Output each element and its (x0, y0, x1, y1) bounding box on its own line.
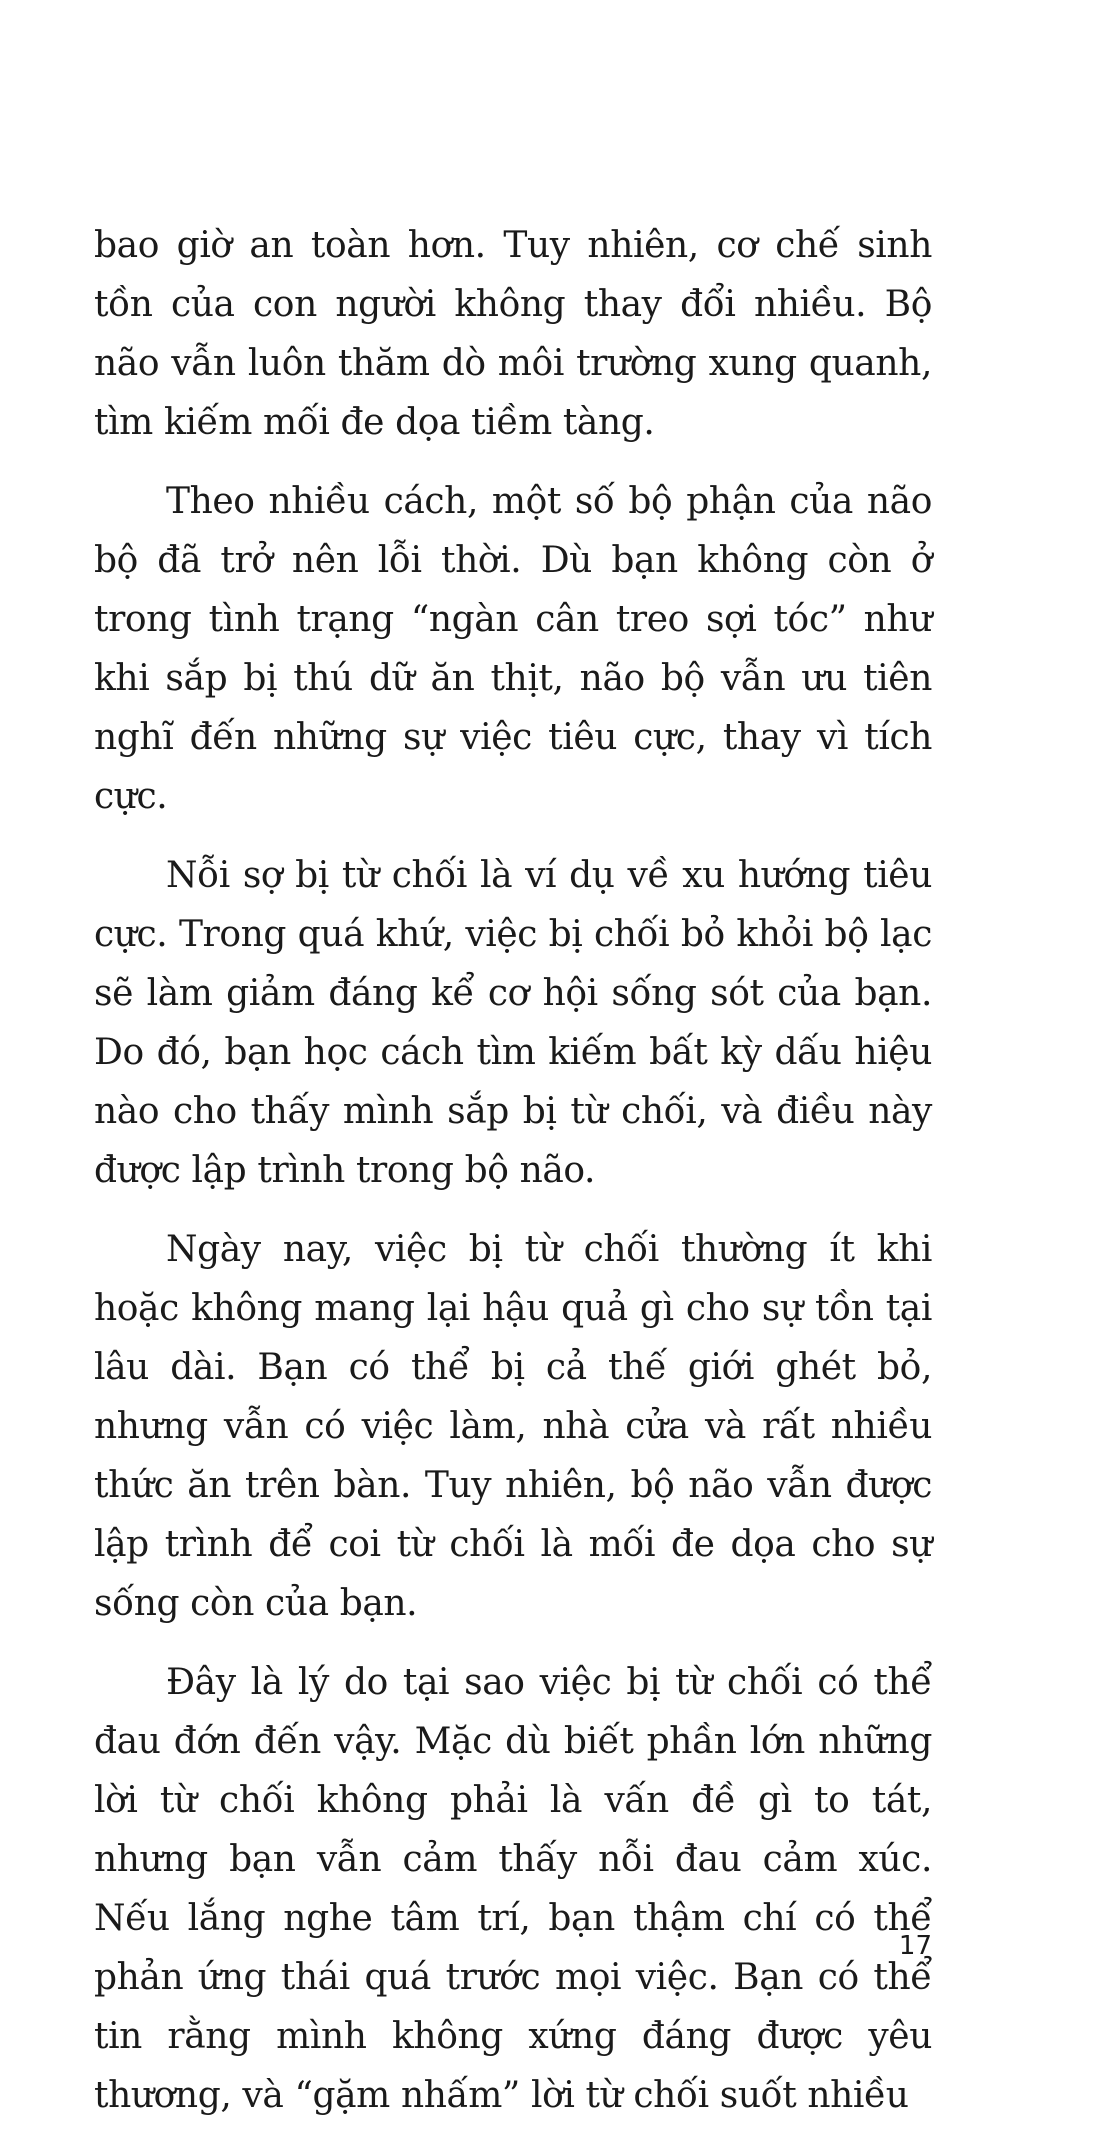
page-number: 17 (898, 1931, 932, 1961)
paragraph-2: Theo nhiều cách, một số bộ phận của não bộ đã trở nên lỗi thời. Dù bạn không còn ở trong tình trạng “ngàn cân treo sợi tóc” như khi sắp bị thú dữ ăn thịt, não bộ vẫn ưu tiên nghĩ đến những sự việc tiêu cực, thay vì tích cực. (94, 481, 932, 817)
body-text (94, 216, 932, 2145)
paragraph-3: Nỗi sợ bị từ chối là ví dụ về xu hướng tiêu cực. Trong quá khứ, việc bị chối bỏ khỏi bộ lạc sẽ làm giảm đáng kể cơ hội sống sót của bạn. Do đó, bạn học cách tìm kiếm bất kỳ dấu hiệu nào cho thấy mình sắp bị từ chối, và điều này được lập trình trong bộ não. (94, 855, 932, 1191)
paragraph-5: Đây là lý do tại sao việc bị từ chối có thể đau đớn đến vậy. Mặc dù biết phần lớn những lời từ chối không phải là vấn đề gì to tát, nhưng bạn vẫn cảm thấy nỗi đau cảm xúc. Nếu lắng nghe tâm trí, bạn thậm chí có thể phản ứng thái quá trước mọi việc. Bạn có thể tin rằng mình không xứng đáng được yêu thương, và “gặm nhấm” lời từ chối suốt nhiều (94, 1662, 932, 2116)
paragraph-1: bao giờ an toàn hơn. Tuy nhiên, cơ chế sinh tồn của con người không thay đổi nhiều. Bộ não vẫn luôn thăm dò môi trường xung quanh, tìm kiếm mối đe dọa tiềm tàng. (94, 225, 932, 443)
paragraph-4: Ngày nay, việc bị từ chối thường ít khi hoặc không mang lại hậu quả gì cho sự tồn tại lâu dài. Bạn có thể bị cả thế giới ghét bỏ, nhưng vẫn có việc làm, nhà cửa và rất nhiều thức ăn trên bàn. Tuy nhiên, bộ não vẫn được lập trình để coi từ chối là mối đe dọa cho sự sống còn của bạn. (94, 1229, 932, 1624)
